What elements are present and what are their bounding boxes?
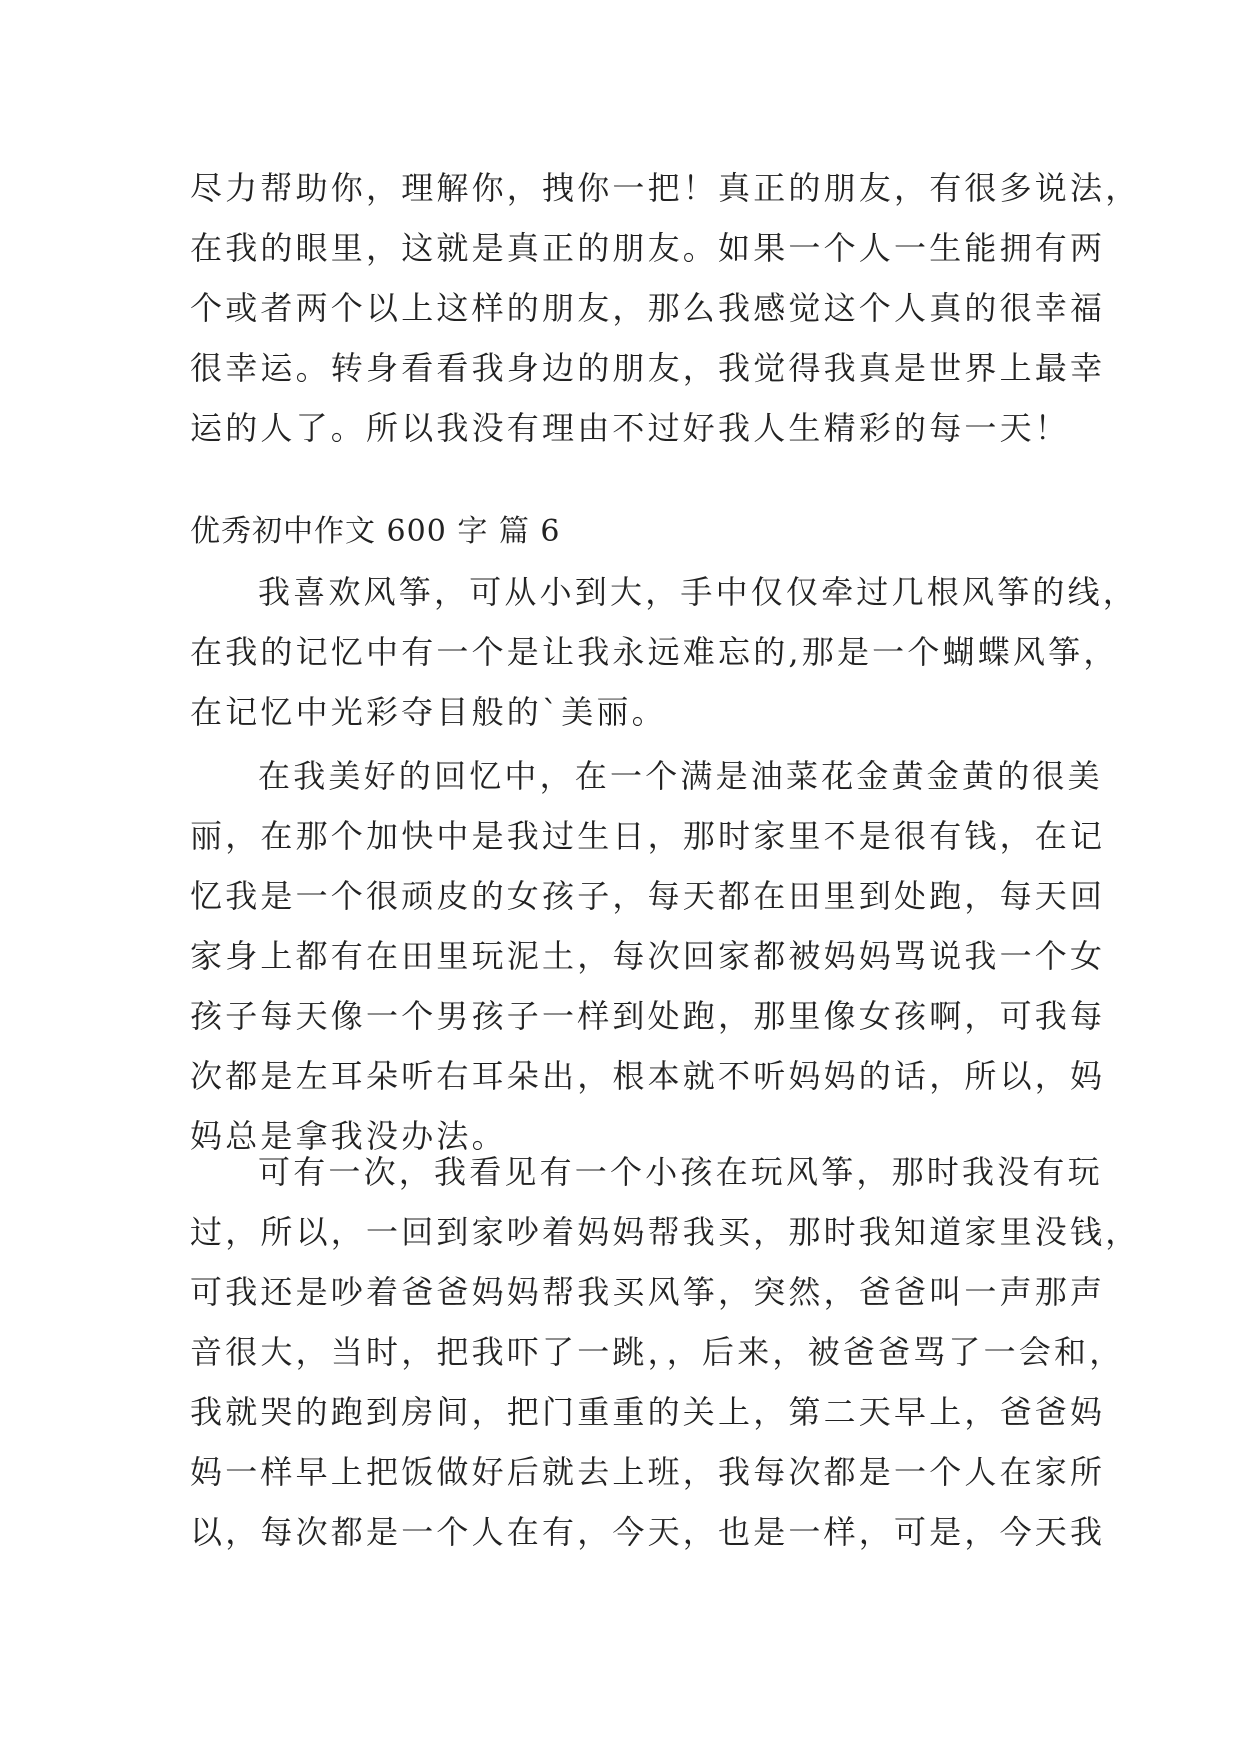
text-line: 以，每次都是一个人在有，今天，也是一样，可是，今天我 [190, 1513, 1106, 1551]
paragraph-2 [190, 746, 1106, 1166]
paragraph-3 [190, 1142, 1141, 1562]
text-line: 忆我是一个很顽皮的女孩子，每天都在田里到处跑，每天回 [190, 877, 1106, 915]
text-line: 个或者两个以上这样的朋友，那么我感觉这个人真的很幸福 [190, 289, 1106, 327]
text-line: 尽力帮助你，理解你，拽你一把！真正的朋友，有很多说法， [190, 169, 1141, 207]
text-line: 家身上都有在田里玩泥土，每次回家都被妈妈骂说我一个女 [190, 937, 1106, 975]
text-line: 次都是左耳朵听右耳朵出，根本就不听妈妈的话，所以，妈 [190, 1057, 1106, 1095]
text-line: 妈总是拿我没办法。 [190, 1117, 507, 1155]
paragraph-1 [190, 562, 1139, 742]
text-line: 可有一次，我看见有一个小孩在玩风筝，那时我没有玩 [258, 1153, 1103, 1191]
text-line: 在我的记忆中有一个是让我永远难忘的,那是一个蝴蝶风筝， [190, 633, 1119, 671]
text-line: 运的人了。所以我没有理由不过好我人生精彩的每一天！ [190, 409, 1071, 447]
continued-paragraph [190, 158, 1141, 458]
text-line: 丽，在那个加快中是我过生日，那时家里不是很有钱，在记 [190, 817, 1106, 855]
text-line: 可我还是吵着爸爸妈妈帮我买风筝，突然，爸爸叫一声那声 [190, 1273, 1106, 1311]
text-line: 我就哭的跑到房间，把门重重的关上，第二天早上，爸爸妈 [190, 1393, 1106, 1431]
text-line: 过，所以，一回到家吵着妈妈帮我买，那时我知道家里没钱， [190, 1213, 1141, 1251]
text-line: 在我美好的回忆中，在一个满是油菜花金黄金黄的很美 [258, 757, 1103, 795]
text-line: 妈一样早上把饭做好后就去上班，我每次都是一个人在家所 [190, 1453, 1106, 1491]
text-line: 在记忆中光彩夺目般的`美丽。 [190, 693, 667, 731]
text-line: 音很大，当时，把我吓了一跳，，后来，被爸爸骂了一会和， [190, 1333, 1125, 1371]
text-line: 在我的眼里，这就是真正的朋友。如果一个人一生能拥有两 [190, 229, 1106, 267]
section-heading: 优秀初中作文 600 字 篇 6 [190, 514, 561, 549]
text-line: 很幸运。转身看看我身边的朋友，我觉得我真是世界上最幸 [190, 349, 1106, 387]
text-line: 我喜欢风筝，可从小到大，手中仅仅牵过几根风筝的线， [258, 573, 1139, 611]
text-line: 孩子每天像一个男孩子一样到处跑，那里像女孩啊，可我每 [190, 997, 1106, 1035]
